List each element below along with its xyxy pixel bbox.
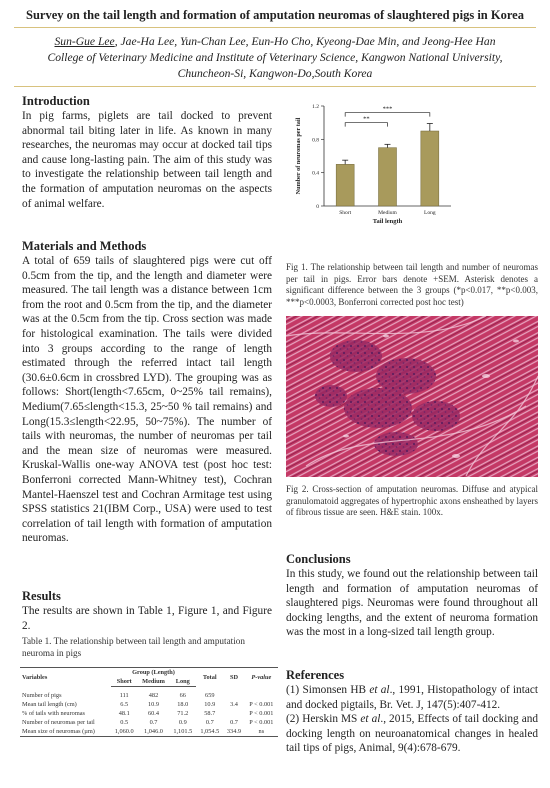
- cell-sd: 334.9: [223, 727, 244, 737]
- title-rule: [14, 27, 536, 28]
- cell-short: 1,060.0: [111, 727, 138, 737]
- cell-medium: 10.9: [147, 701, 160, 708]
- cell-long: 1,101.5: [169, 727, 196, 737]
- figure1-caption: Fig 1. The relationship between tail length and number of neuromas per tail in pigs. Error bars denote +SEM. Asterisk denotes a significant difference between the 3 groups (*p<0.017, **p<0.003, ***p<0.0003, Bonferroni corrected post hoc test): [286, 262, 538, 307]
- header-group: Group (Length): [111, 668, 197, 678]
- cell-short: 111: [119, 692, 129, 699]
- cell-long: 66: [179, 692, 186, 699]
- y-tick-label: 0: [316, 204, 319, 210]
- micrograph-image: [286, 316, 538, 477]
- table-row: [20, 718, 278, 727]
- cell-medium: 482: [148, 692, 159, 699]
- cell-medium: 0.7: [149, 719, 158, 726]
- cell-sd: 3.4: [230, 701, 238, 708]
- cell-total: 10.9: [204, 701, 216, 708]
- ref1-etal: et al: [369, 684, 390, 696]
- table-row: [20, 709, 278, 718]
- x-tick-label: Medium: [378, 210, 397, 216]
- ref2-details: ., 2015, Effects of tail docking and docking length on neuroanatomical changes in healed tail tips of pigs, Animal, 9(4):678-679.: [286, 713, 539, 755]
- x-axis-label: Tail length: [372, 218, 403, 225]
- methods-heading: Materials and Methods: [22, 239, 147, 253]
- first-author: Sun-Gue Lee: [54, 35, 115, 48]
- references-section: [286, 668, 538, 756]
- cell-total: 58.7: [204, 710, 216, 717]
- intro-heading: Introduction: [22, 94, 90, 108]
- figure2-caption: Fig 2. Cross-section of amputation neuromas. Diffuse and atypical granulomatoid aggregates of hypertrophic axons ensheathed by layers of fibrous tissue are seen. H&E stain. 100x.: [286, 484, 538, 518]
- row-label: Mean tail length (cm): [22, 701, 77, 708]
- figure2-caption-block: [286, 484, 538, 519]
- x-tick-label: Long: [424, 210, 436, 216]
- figure1-chart: [286, 98, 538, 258]
- table-header-row: [20, 668, 278, 678]
- figure2-micrograph: [286, 316, 538, 477]
- row-label: Number of pigs: [22, 691, 62, 699]
- cell-total: 0.7: [205, 719, 214, 726]
- table1-caption: Table 1. The relationship between tail length and amputation neuroma in pigs: [22, 636, 245, 659]
- y-axis-label: Number of neuromas per tail: [295, 117, 302, 195]
- ref2-etal: et al: [360, 713, 381, 726]
- author-block: [10, 34, 540, 82]
- cell-p: ns: [245, 727, 278, 737]
- cell-p: [245, 687, 278, 701]
- conclusions-text: In this study, we found out the relationship between tail length and formation of amputation neuromas of slaughtered pigs. Neuromas were found throughout all docking lengths, and the extent of neuroma formation was the most in a long-sized tail length group.: [286, 568, 538, 639]
- cell-long: 71.2: [177, 710, 189, 717]
- cell-long: 18.0: [177, 701, 189, 708]
- significance-label: ***: [382, 105, 393, 113]
- y-tick-label: 1.2: [312, 104, 319, 110]
- row-label: Number of neuromas per tail: [22, 719, 95, 726]
- table1: [20, 667, 278, 737]
- intro-text: In pig farms, piglets are tail docked to prevent abnormal tail biting later in life. As known in many researches, the neuromas may occur at docked tail tips and cause long-lasting pain. The aim of this study was to investigate the relationship between tail length and the formation of amputation neuromas on the aspects of animal welfare.: [22, 110, 272, 210]
- ref1-details: ., 1991, Histopathology of intact and docked pigtails, Br. Vet. J, 147(5):407-412.: [286, 684, 539, 711]
- cell-p: P < 0.001: [249, 701, 274, 708]
- table-row: [20, 727, 278, 737]
- methods-section: [22, 239, 272, 546]
- cell-sd: [223, 709, 244, 718]
- cell-p: P < 0.001: [249, 710, 274, 717]
- cell-total: 659: [205, 691, 215, 699]
- results-text: The results are shown in Table 1, Figure 1, and Figure 2.: [22, 605, 272, 632]
- header-variables: Variables: [20, 668, 111, 687]
- reference-2: [286, 712, 538, 756]
- x-tick-label: Short: [339, 210, 352, 216]
- cell-medium: 60.4: [147, 710, 160, 717]
- cell-p: P < 0.001: [249, 719, 274, 726]
- affiliation: College of Veterinary Medicine and Institute of Veterinary Science, Kangwon National University,: [47, 51, 503, 64]
- significance-label: **: [363, 115, 370, 123]
- cell-short: 6.5: [120, 701, 129, 708]
- methods-text: A total of 659 tails of slaughtered pigs were cut off 0.5cm from the tip, and the length and diameter were measured. The tail length was a distance between 1cm from the root and 0.5cm from the tip, and the diameter was at the 0.5cm from the tip. Cross section was made for histological examination. The tails were divided into 3 groups according to the range of length estimated through the referred intact tail length (30.6±0.6cm in crossbred LYD). The grouping was as follows: Short(length<7.65cm, 0~25% tail remains), Medium(7.65≤length<15.3, 25~50 % tail remains) and Long(15.3≤length<22.95, 50~75%). The number of tails with neuromas, the number of neuromas per tail and the mean size of neuromas were measured. Kruskal-Wallis one-way ANOVA test (post hoc test: Bonferroni corrected Mann-Whitney test), Cochran Mantel-Haenszel test and Cochran Armitage test using SPSS statistics 21(IBM Corp., USA) were used to test correlation of tail length with formation of amputation neuromas.: [22, 255, 272, 545]
- table-row: [20, 700, 278, 709]
- y-tick-label: 0.8: [312, 137, 319, 144]
- conclusions-heading: Conclusions: [286, 552, 351, 566]
- bar-short: [336, 164, 354, 206]
- results-heading: Results: [22, 589, 61, 603]
- cell-short: 0.5: [120, 719, 129, 726]
- row-label: % of tails with neuromas: [22, 710, 85, 717]
- header-long: Long: [169, 677, 196, 687]
- author-rule: [14, 86, 536, 87]
- results-section: [22, 589, 272, 659]
- header-sd: SD: [223, 668, 244, 687]
- co-authors: , Jae-Ha Lee, Yun-Chan Lee, Eun-Ho Cho, Kyeong-Dae Min, and Jeong-Hee Han: [114, 35, 496, 48]
- references-heading: References: [286, 668, 345, 682]
- header-short: Short: [111, 677, 138, 687]
- bar-medium: [379, 148, 397, 206]
- conclusions-section: [286, 552, 538, 640]
- header-medium: Medium: [138, 677, 170, 687]
- cell-total: 1,054.5: [196, 727, 223, 737]
- reference-1: [286, 683, 538, 712]
- cell-medium: 1,046.0: [138, 727, 170, 737]
- table-row: [20, 687, 278, 701]
- figure1-caption-block: [286, 262, 538, 308]
- y-tick-label: 0.4: [312, 170, 319, 177]
- bar-long: [421, 131, 439, 206]
- ref2-authors: (2) Herskin MS: [286, 713, 361, 726]
- header-total: Total: [196, 668, 223, 687]
- significance-bracket: [345, 113, 430, 117]
- row-label: Mean size of neuromas (µm): [20, 727, 111, 737]
- address: Chuncheon-Si, Kangwon-Do,South Korea: [177, 67, 373, 80]
- author-line: [10, 34, 540, 50]
- intro-section: [22, 94, 272, 211]
- cell-short: 48.1: [118, 710, 130, 717]
- poster-title: Survey on the tail length and formation of amputation neuromas of slaughtered pigs in Korea: [26, 8, 524, 22]
- significance-bracket: [345, 123, 387, 127]
- cell-sd: 0.7: [230, 719, 238, 726]
- ref1-authors: (1) Simonsen HB: [286, 684, 370, 696]
- cell-long: 0.9: [178, 719, 187, 726]
- header-pvalue: P-value: [245, 668, 278, 687]
- cell-sd: [223, 687, 244, 701]
